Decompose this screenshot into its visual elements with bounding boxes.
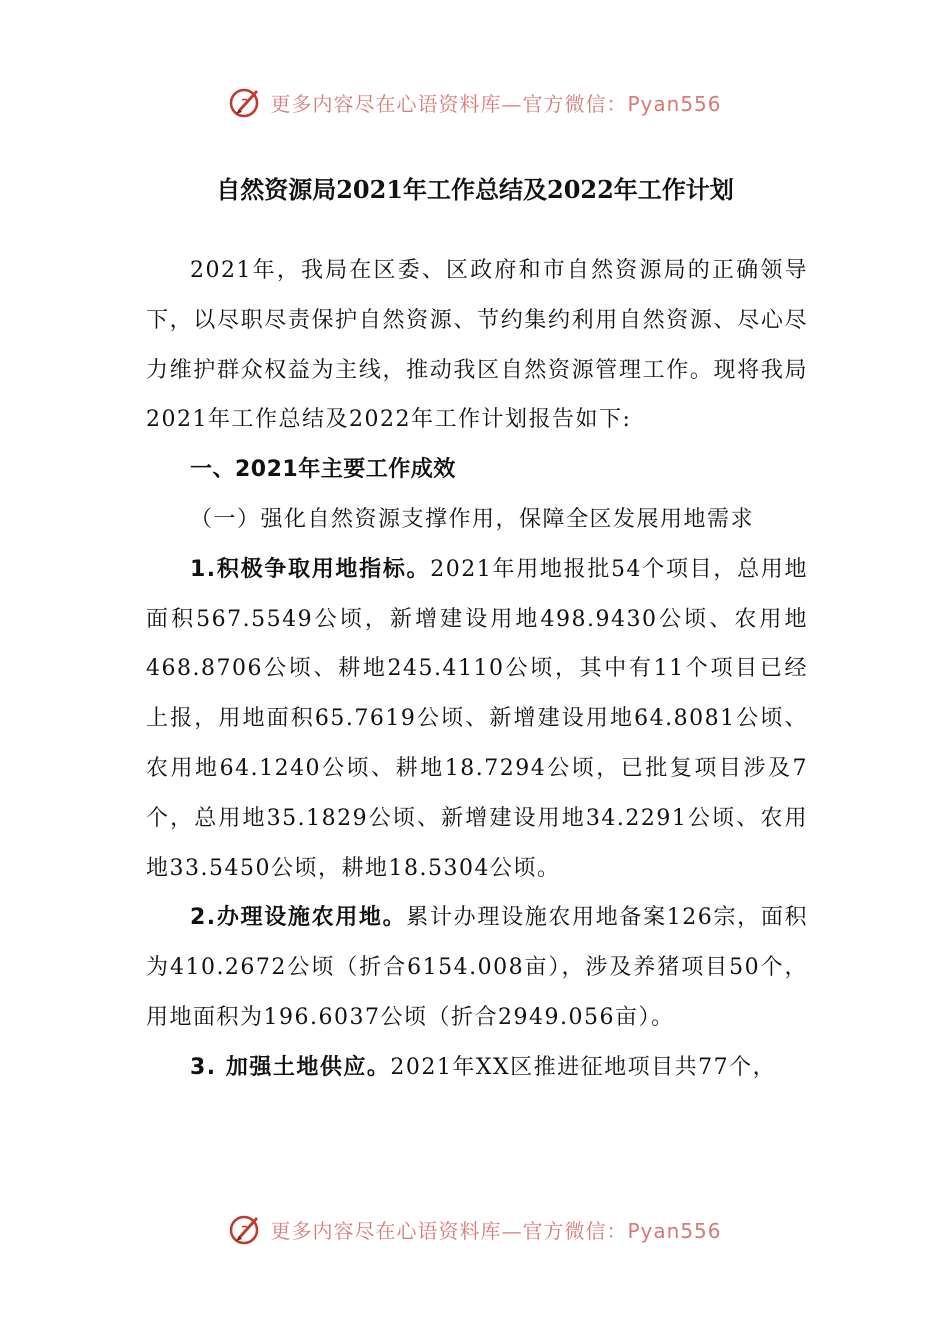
watermark-banner-top	[0, 80, 950, 124]
watermark-text: 更多内容尽在心语资料库—官方微信：Pyan556	[270, 1218, 722, 1243]
section-heading: 一、2021年主要工作成效	[190, 457, 456, 483]
item-lead-1: 1.积极争取用地指标。	[190, 556, 431, 582]
item-paragraph-1	[146, 545, 808, 894]
quill-logo-icon	[228, 1211, 264, 1247]
item-body-1: 2021年用地报批54个项目，总用地面积567.5549公顷，新增建设用地498.9430公顷、农用地468.8706公顷、耕地245.4110公顷，其中有11个项目已经上报，用地面积65.7619公顷、新增建设用地64.8081公顷、农用地64.1240公顷、耕地18.7294公顷，已批复项目涉及7个，总用地35.1829公顷、新增建设用地34.2291公顷、农用地33.5450公顷，耕地18.5304公顷。	[146, 556, 809, 881]
watermark-text: 更多内容尽在心语资料库—官方微信：Pyan556	[270, 91, 722, 116]
document-title: 自然资源局2021年工作总结及2022年工作计划	[216, 175, 734, 204]
quill-logo-icon	[228, 84, 264, 120]
item-paragraph-3	[146, 1043, 808, 1093]
wechat-id: Pyan556	[627, 1218, 722, 1243]
item-paragraph-2	[146, 893, 808, 1042]
subsection-heading: （一）强化自然资源支撑作用，保障全区发展用地需求	[190, 506, 755, 532]
item-body-3: 2021年XX区推进征地项目共77个，	[390, 1054, 777, 1080]
wechat-id: Pyan556	[627, 91, 722, 116]
watermark-banner-bottom	[0, 1207, 950, 1251]
document-body	[146, 246, 808, 1093]
item-lead-3: 3. 加强土地供应。	[190, 1054, 391, 1080]
item-body-2: 累计办理设施农用地备案126宗，面积为410.2672公顷（折合6154.008亩），涉及养猪项目50个，用地面积为196.6037公顷（折合2949.056亩）。	[146, 905, 808, 1030]
item-lead-2: 2.办理设施农用地。	[190, 905, 407, 931]
intro-paragraph: 2021年，我局在区委、区政府和市自然资源局的正确领导下，以尽职尽责保护自然资源、节约集约利用自然资源、尽心尽力维护群众权益为主线，推动我区自然资源管理工作。现将我局2021年工作总结及2022年工作计划报告如下:	[146, 258, 808, 433]
